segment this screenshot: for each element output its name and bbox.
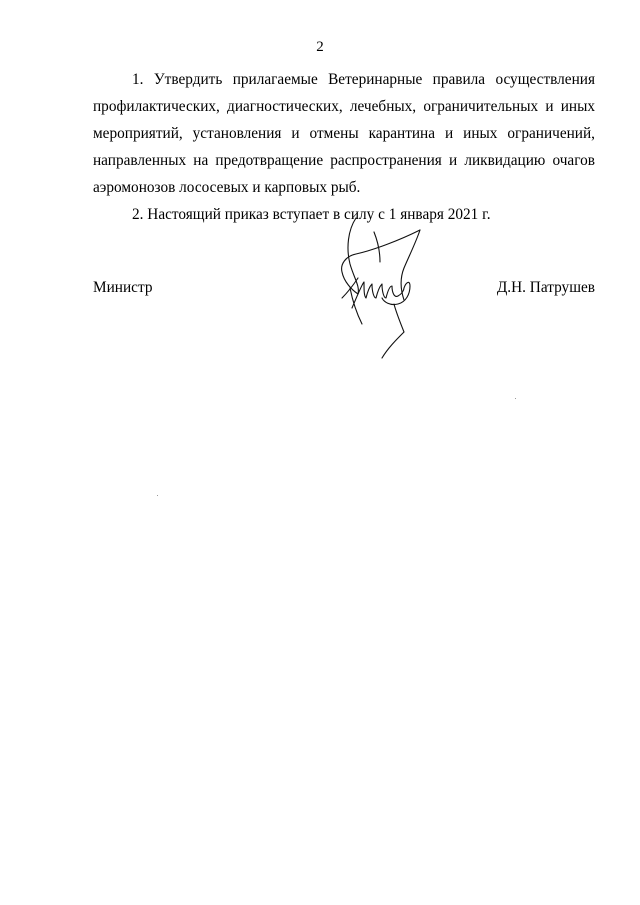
paragraph-1: 1. Утвердить прилагаемые Ветеринарные правила осуществления профилактических, диагностических, лечебных, ограничительных и иных мероприятий, установления и отмены карантина и иных ограничений, направленных на предотвращение распространения и ликвидацию очагов аэромонозов лососевых и карповых рыб.: [93, 71, 595, 196]
paragraph-2: 2. Настоящий приказ вступает в силу с 1 января 2021 г.: [132, 206, 491, 223]
signer-name: Д.Н. Патрушев: [496, 279, 595, 296]
scan-speck: [157, 495, 158, 496]
document-body: [93, 66, 595, 228]
scan-speck: [515, 398, 516, 399]
signer-title: Министр: [93, 279, 153, 296]
handwritten-signature: [334, 212, 434, 362]
page-number: 2: [316, 39, 324, 55]
